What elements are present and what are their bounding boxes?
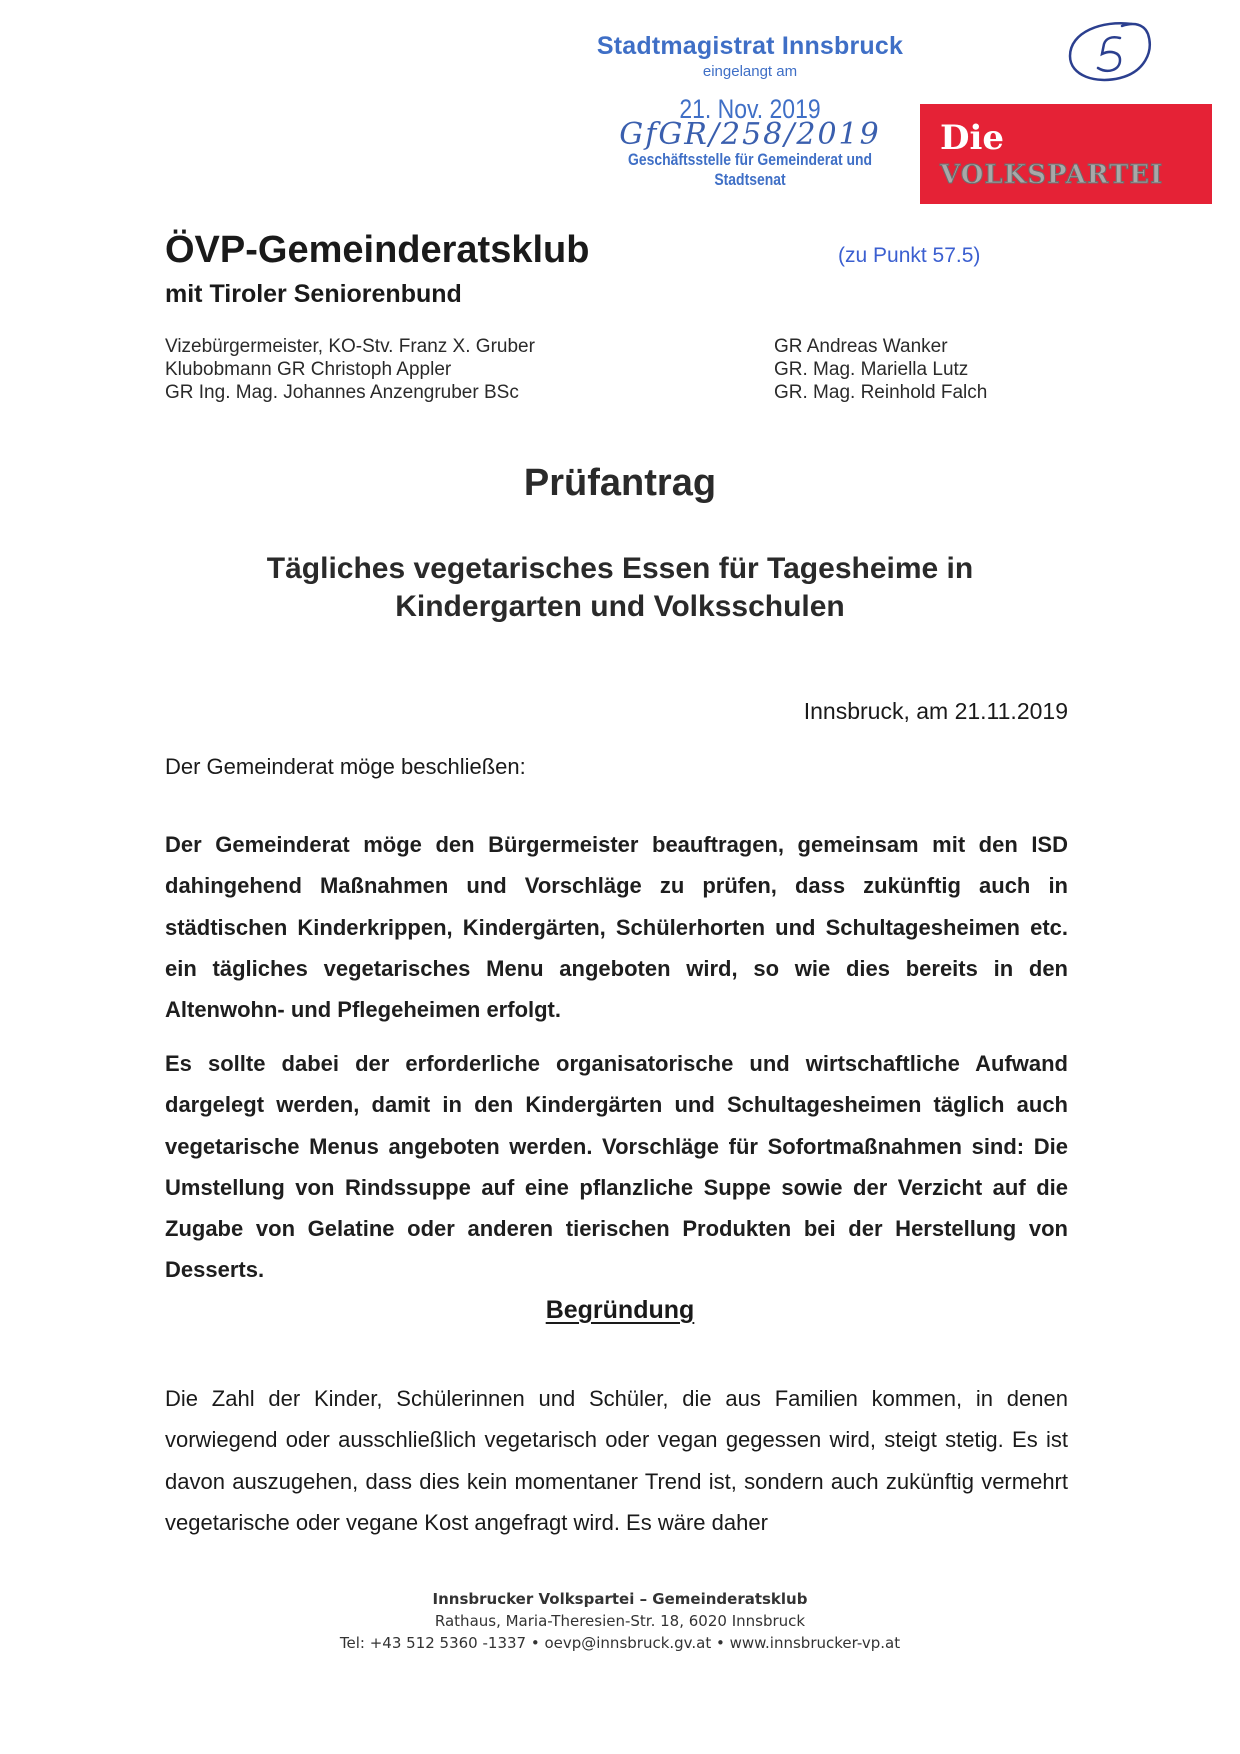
- reason-heading: Begründung: [545, 1296, 695, 1324]
- stamp-received-label: eingelangt am: [702, 63, 798, 80]
- document-type: Prüfantrag: [523, 462, 717, 504]
- member-name: Klubobmann GR Christoph Appler: [165, 359, 452, 380]
- volkspartei-logo: [920, 104, 1212, 204]
- logo-line-die: Die: [940, 118, 1005, 158]
- resolve-intro: Der Gemeinderat möge beschließen:: [165, 754, 526, 779]
- members-list-right: [774, 335, 987, 404]
- agenda-note: (zu Punkt 57.5): [838, 244, 981, 267]
- heading-line: Tägliches vegetarisches Essen für Tagesheime in: [266, 552, 974, 585]
- motion-paragraph: Es sollte dabei der erforderliche organisatorische und wirtschaftliche Aufwand dargelegt werden, damit in den Kindergärten und Schultagesheimen täglich auch vegetarische Menus angeboten werden. Vorschläge für Sofortmaßnahmen sind: Die Umstellung von Rindssuppe auf eine pflanzliche Suppe sowie der Verzicht auf die Zugabe von Gelatine oder anderen tierischen Produkten bei der Herstellung von Desserts.: [165, 1051, 1068, 1283]
- member-name: GR. Mag. Mariella Lutz: [774, 359, 969, 380]
- motion-paragraph: Der Gemeinderat möge den Bürgermeister beauftragen, gemeinsam mit den ISD dahingehend Maßnahmen und Vorschläge zu prüfen, dass zukünftig auch in städtischen Kinderkrippen, Kindergärten, Schülerhorten und Schultagesheimen etc. ein tägliches vegetarisches Menu angeboten wird, so wie dies bereits in den Altenwohn- und Pflegeheimen erfolgt.: [165, 832, 1068, 1023]
- document-heading: [0, 550, 1240, 626]
- page-footer: [0, 1588, 1240, 1654]
- footer-address: Rathaus, Maria-Theresien-Str. 18, 6020 Innsbruck: [434, 1612, 806, 1630]
- heading-line: Kindergarten und Volksschulen: [395, 590, 845, 623]
- stamp-department: Geschäftsstelle für Gemeinderat und Stadtsenat: [627, 150, 873, 189]
- stamp-date: 21. Nov. 2019: [679, 94, 821, 124]
- member-name: GR Andreas Wanker: [774, 336, 948, 357]
- handwritten-circled-mark: [1062, 18, 1157, 88]
- reason-paragraph: Die Zahl der Kinder, Schülerinnen und Schüler, die aus Familien kommen, in denen vorwiegend oder ausschließlich vegetarisch oder vegan gegessen wird, steigt stetig. Es ist davon auszugehen, dass dies kein momentaner Trend ist, sondern auch zukünftig vermehrt vegetarische oder vegane Kost angefragt wird. Es wäre daher: [165, 1386, 1068, 1535]
- member-name: GR. Mag. Reinhold Falch: [774, 382, 988, 403]
- member-name: Vizebürgermeister, KO-Stv. Franz X. Gruber: [165, 336, 535, 357]
- club-title: ÖVP-Gemeinderatsklub: [165, 229, 590, 271]
- club-subtitle: mit Tiroler Seniorenbund: [165, 280, 462, 308]
- received-stamp: [590, 32, 910, 190]
- footer-contact: Tel: +43 512 5360 -1337 • oevp@innsbruck.gv.at • www.innsbrucker-vp.at: [339, 1634, 901, 1652]
- member-name: GR Ing. Mag. Johannes Anzengruber BSc: [165, 382, 519, 403]
- footer-org: Innsbrucker Volkspartei – Gemeinderatsklub: [432, 1590, 808, 1608]
- logo-line-volkspartei: VOLKSPARTEI: [940, 160, 1164, 190]
- date-line: Innsbruck, am 21.11.2019: [803, 698, 1068, 724]
- stamp-reference: GfGR/258/2019: [619, 117, 881, 152]
- stamp-office: Stadtmagistrat Innsbruck: [596, 32, 904, 60]
- members-list-left: [165, 335, 535, 404]
